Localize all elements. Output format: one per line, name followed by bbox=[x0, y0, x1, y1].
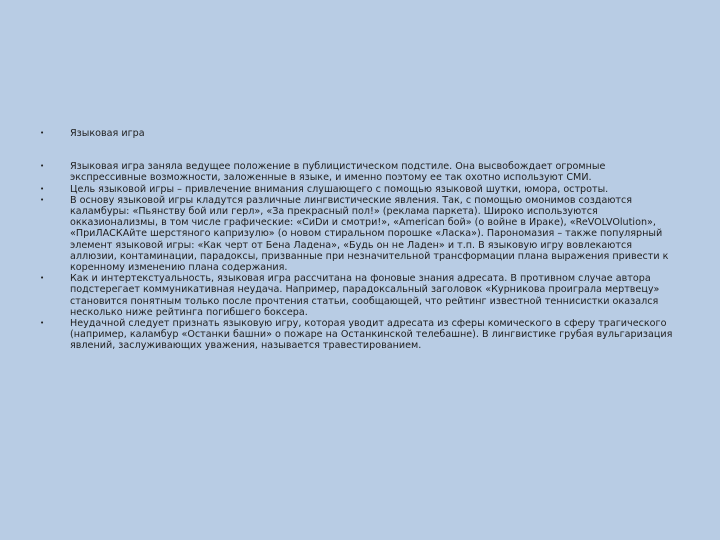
bullet-icon: • bbox=[40, 274, 45, 283]
list-item bbox=[40, 195, 680, 273]
list-item bbox=[40, 184, 680, 195]
slide-title: Языковая игра bbox=[70, 128, 145, 139]
bullet-icon: • bbox=[40, 319, 45, 328]
paragraph-text: Цель языковой игры – привлечение внимания слушающего с помощью языковой шутки, юмора, остроты. bbox=[70, 183, 609, 195]
bullet-list bbox=[40, 128, 680, 352]
paragraph-text: Языковая игра заняла ведущее положение в публицистическом подстиле. Она высвобождает огромные экспрессивные возможности, заложенные в языке, и именно поэтому ее так охотно используют СМИ. bbox=[70, 161, 606, 184]
list-item bbox=[40, 273, 680, 318]
paragraph-text: Неудачной следует признать языковую игру, которая уводит адресата из сферы комического в сферу трагического (например, каламбур «Останки башни» о пожаре на Останкинской телебашне). В лингвистике грубая вульгаризация явлений, заслуживающих уважения, называется травестированием. bbox=[70, 318, 673, 352]
list-item-title bbox=[40, 128, 680, 139]
paragraph-text: В основу языковой игры кладутся различные лингвистические явления. Так, с помощью омонимов создаются каламбуры: «Пьянству бой или герл», «За прекрасный пол!» (реклама паркета). Широко используются окказионализмы, в том числе графические: «СиDи и смотри!», «American бой» (о войне в Ираке), «ReVOLVOlution», «ПриЛАСКАйте шерстяного капризулю» (о новом стиральном порошке «Ласка»). Парономазия – также популярный элемент языковой игры: «Как черт от Бена Ладена», «Будь он не Ладен» и т.п. В языковую игру вовлекаются аллюзии, контаминации, парадоксы, призванные при незначительной трансформации плана выражения привести к коренному изменению плана содержания. bbox=[70, 194, 669, 274]
paragraph-text: Как и интертекстуальность, языковая игра рассчитана на фоновые знания адресата. В противном случае автора подстерегает коммуникативная неудача. Например, парадоксальный заголовок «Курникова проиграла мертвецу» становится понятным только после прочтения статьи, сообщающей, что рейтинг известной теннисистки оказался несколько ниже рейтинга погибшего боксера. bbox=[70, 273, 660, 318]
bullet-icon: • bbox=[40, 162, 45, 171]
bullet-icon: • bbox=[40, 195, 45, 204]
list-item bbox=[40, 161, 680, 183]
bullet-icon: • bbox=[40, 184, 45, 193]
bullet-icon: • bbox=[40, 129, 45, 137]
list-item bbox=[40, 318, 680, 352]
